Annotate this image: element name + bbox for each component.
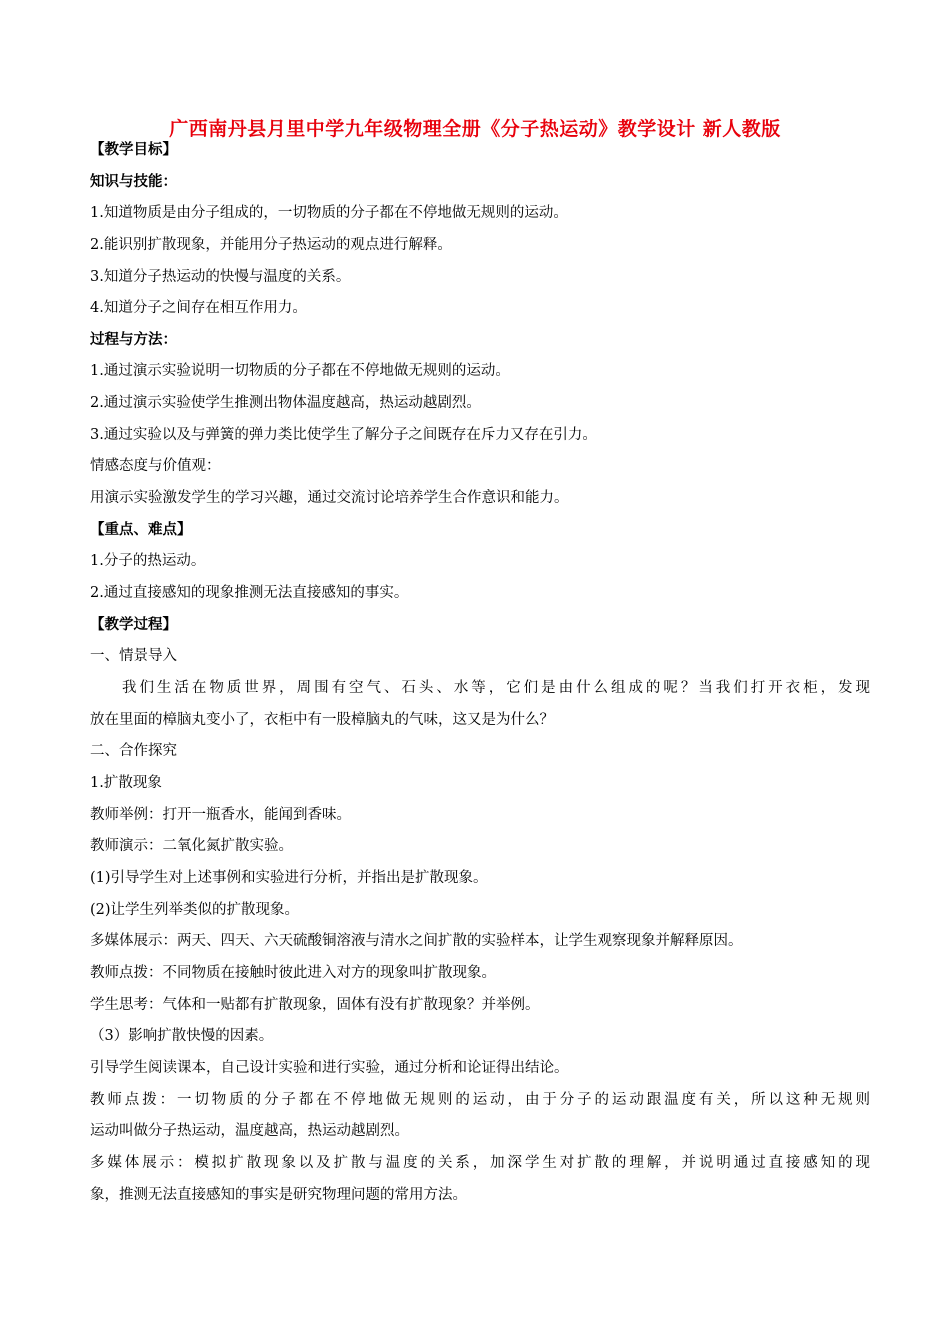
knowledge-item: 3.知道分子热运动的快慢与温度的关系。: [90, 269, 351, 285]
objectives-heading: 【教学目标】: [90, 142, 177, 158]
diffusion-line: 多媒体展示：两天、四天、六天硫酸铜溶液与清水之间扩散的实验样本，让学生观察现象并解释原因。: [90, 933, 743, 949]
process-item: 1.通过演示实验说明一切物质的分子都在不停地做无规则的运动。: [90, 363, 510, 379]
document-title: 广西南丹县月里中学九年级物理全册《分子热运动》教学设计 新人教版: [169, 118, 781, 140]
keypoints-heading: 【重点、难点】: [90, 522, 192, 538]
keypoint-item: 2.通过直接感知的现象推测无法直接感知的事实。: [90, 585, 409, 601]
attitude-heading: 情感态度与价值观：: [90, 458, 221, 474]
media-line: 象，推测无法直接感知的事实是研究物理问题的常用方法。: [90, 1187, 467, 1203]
diffusion-line: 教师演示：二氧化氮扩散实验。: [90, 838, 293, 854]
diffusion-line: 教师举例：打开一瓶香水，能闻到香味。: [90, 807, 351, 823]
knowledge-item: 1.知道物质是由分子组成的，一切物质的分子都在不停地做无规则的运动。: [90, 205, 568, 221]
knowledge-item: 2.能识别扩散现象，并能用分子热运动的观点进行解释。: [90, 237, 452, 253]
diffusion-line: (1)引导学生对上述事例和实验进行分析，并指出是扩散现象。: [90, 870, 488, 886]
knowledge-heading: 知识与技能：: [90, 174, 177, 190]
diffusion-line: 引导学生阅读课本，自己设计实验和进行实验，通过分析和论证得出结论。: [90, 1060, 569, 1076]
part1-paragraph-line: 我们生活在物质世界，周围有空气、石头、水等，它们是由什么组成的呢？当我们打开衣柜，发现: [122, 680, 870, 696]
teacher-point-line: 运动叫做分子热运动，温度越高，热运动越剧烈。: [90, 1123, 409, 1139]
teacher-point-line: 教师点拨：一切物质的分子都在不停地做无规则的运动，由于分子的运动跟温度有关，所以这种无规则: [90, 1092, 870, 1108]
attitude-text: 用演示实验激发学生的学习兴趣，通过交流讨论培养学生合作意识和能力。: [90, 490, 569, 506]
part1-paragraph-line: 放在里面的樟脑丸变小了，衣柜中有一股樟脑丸的气味，这又是为什么？: [90, 712, 554, 728]
diffusion-heading: 1.扩散现象: [90, 775, 162, 791]
part1-heading: 一、情景导入: [90, 648, 177, 664]
knowledge-item: 4.知道分子之间存在相互作用力。: [90, 300, 307, 316]
teaching-heading: 【教学过程】: [90, 617, 177, 633]
part2-heading: 二、合作探究: [90, 743, 177, 759]
diffusion-line: (2)让学生列举类似的扩散现象。: [90, 902, 300, 918]
process-heading: 过程与方法：: [90, 332, 177, 348]
diffusion-line: （3）影响扩散快慢的因素。: [90, 1028, 274, 1044]
process-item: 3.通过实验以及与弹簧的弹力类比使学生了解分子之间既存在斥力又存在引力。: [90, 427, 597, 443]
process-item: 2.通过演示实验使学生推测出物体温度越高，热运动越剧烈。: [90, 395, 481, 411]
diffusion-line: 教师点拨：不同物质在接触时彼此进入对方的现象叫扩散现象。: [90, 965, 496, 981]
diffusion-line: 学生思考：气体和一贴都有扩散现象，固体有没有扩散现象？并举例。: [90, 997, 540, 1013]
keypoint-item: 1.分子的热运动。: [90, 553, 206, 569]
media-line: 多媒体展示：模拟扩散现象以及扩散与温度的关系，加深学生对扩散的理解，并说明通过直接感知的现: [90, 1155, 870, 1171]
